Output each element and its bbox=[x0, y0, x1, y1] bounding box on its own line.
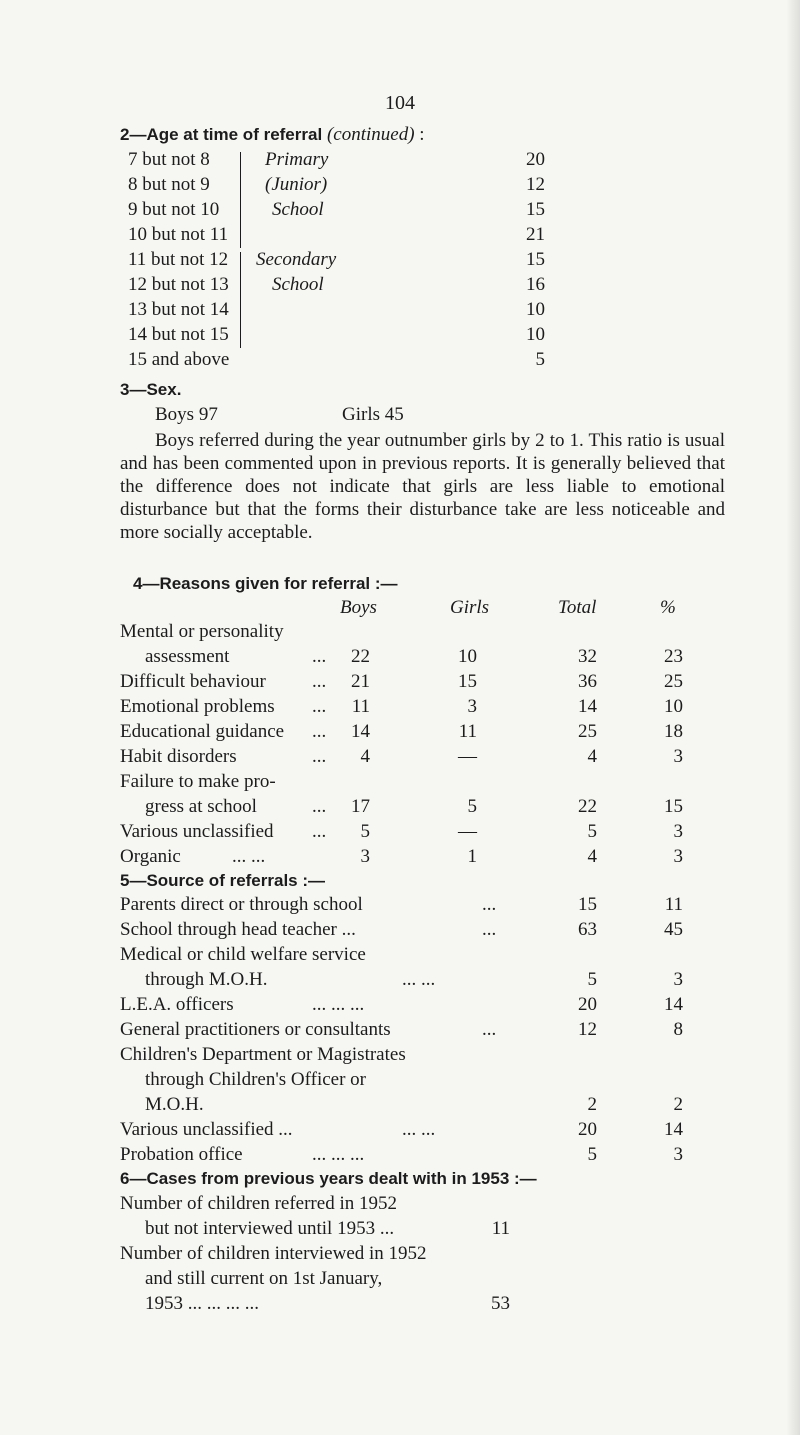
cell-total: 20 bbox=[578, 1119, 597, 1140]
age-row-label: 12 but not 13 bbox=[128, 274, 229, 295]
section2-heading-colon: : bbox=[419, 124, 425, 145]
section6-heading: 6—Cases from previous years dealt with in 1953 :— bbox=[120, 1169, 537, 1188]
boys-count: Boys 97 bbox=[155, 404, 218, 425]
cell-boys: 14 bbox=[351, 721, 370, 742]
cell-girls: 11 bbox=[458, 721, 477, 742]
age-row-label: 14 but not 15 bbox=[128, 324, 229, 345]
age-row-value: 15 bbox=[526, 199, 545, 220]
leader-dots: ... bbox=[312, 721, 327, 742]
cell-total: 32 bbox=[578, 646, 597, 667]
cell-girls: 10 bbox=[458, 646, 477, 667]
cell-total: 20 bbox=[578, 994, 597, 1015]
cell-girls: — bbox=[458, 821, 477, 842]
reason-label: Emotional problems bbox=[120, 696, 275, 717]
age-row-label: 13 but not 14 bbox=[128, 299, 229, 320]
age-row-value: 21 bbox=[526, 224, 545, 245]
leader-dots: ... bbox=[312, 696, 327, 717]
cell-total: 36 bbox=[578, 671, 597, 692]
previous-cases-label-cont: 1953 ... ... ... ... bbox=[145, 1293, 259, 1314]
reason-label: Various unclassified bbox=[120, 821, 274, 842]
age-row-value: 12 bbox=[526, 174, 545, 195]
age-row-label: 8 but not 9 bbox=[128, 174, 210, 195]
section2-heading bbox=[120, 124, 425, 146]
col-header-girls: Girls bbox=[450, 597, 490, 618]
girls-count: Girls 45 bbox=[342, 404, 404, 425]
cell-pct: 25 bbox=[664, 671, 683, 692]
group-secondary-line1: Secondary bbox=[256, 249, 337, 270]
cell-pct: 18 bbox=[664, 721, 683, 742]
previous-cases-label-cont: but not interviewed until 1953 ... bbox=[145, 1218, 395, 1239]
cell-pct: 45 bbox=[664, 919, 683, 940]
cell-pct: 3 bbox=[673, 821, 683, 842]
leader-dots: ... bbox=[312, 821, 327, 842]
page-number: 104 bbox=[385, 92, 415, 114]
leader-dots: ... ... ... bbox=[312, 994, 365, 1015]
leader-dots: ... ... bbox=[402, 969, 436, 990]
source-label: Children's Department or Magistrates bbox=[120, 1044, 406, 1065]
source-label-cont: M.O.H. bbox=[145, 1094, 204, 1115]
primary-brace bbox=[234, 152, 241, 248]
age-row-value: 15 bbox=[526, 249, 545, 270]
cell-girls: 15 bbox=[458, 671, 477, 692]
cell-total: 25 bbox=[578, 721, 597, 742]
reason-label: Failure to make pro- bbox=[120, 771, 276, 792]
cell-boys: 21 bbox=[351, 671, 370, 692]
secondary-brace bbox=[234, 252, 241, 348]
source-label: L.E.A. officers bbox=[120, 994, 234, 1015]
cell-pct: 3 bbox=[673, 1144, 683, 1165]
cell-boys: 4 bbox=[360, 746, 370, 767]
cell-total: 15 bbox=[578, 894, 597, 915]
col-header-pct: % bbox=[660, 597, 676, 618]
section5-heading: 5—Source of referrals :— bbox=[120, 871, 326, 890]
leader-dots: ... bbox=[312, 671, 327, 692]
source-label: General practitioners or consultants bbox=[120, 1019, 391, 1040]
cell-pct: 14 bbox=[664, 994, 683, 1015]
cell-total: 5 bbox=[587, 969, 597, 990]
section2-heading-main: 2—Age at time of referral bbox=[120, 125, 323, 144]
cell-boys: 22 bbox=[351, 646, 370, 667]
leader-dots: ... bbox=[312, 796, 327, 817]
cell-pct: 3 bbox=[673, 969, 683, 990]
age-row-value: 20 bbox=[526, 149, 545, 170]
cell-total: 2 bbox=[587, 1094, 597, 1115]
cell-pct: 8 bbox=[673, 1019, 683, 1040]
source-label: Various unclassified ... bbox=[120, 1119, 293, 1140]
cell-girls: 5 bbox=[467, 796, 477, 817]
cell-total: 12 bbox=[578, 1019, 597, 1040]
cell-pct: 10 bbox=[664, 696, 683, 717]
previous-cases-label: Number of children referred in 1952 bbox=[120, 1193, 397, 1214]
leader-dots: ... bbox=[312, 646, 327, 667]
group-primary-line1: Primary bbox=[265, 149, 329, 170]
leader-dots: ... ... bbox=[402, 1119, 436, 1140]
reason-label: Educational guidance bbox=[120, 721, 285, 742]
age-row-label: 10 but not 11 bbox=[128, 224, 229, 245]
previous-cases-value: 53 bbox=[491, 1293, 510, 1314]
section4-heading: 4—Reasons given for referral :— bbox=[133, 574, 398, 593]
source-label-cont: through Children's Officer or bbox=[145, 1069, 366, 1090]
source-label-cont: through M.O.H. bbox=[145, 969, 268, 990]
cell-pct: 14 bbox=[664, 1119, 683, 1140]
cell-pct: 15 bbox=[664, 796, 683, 817]
age-row-value: 10 bbox=[526, 324, 545, 345]
section3-heading: 3—Sex. bbox=[120, 380, 182, 399]
source-label: Probation office bbox=[120, 1144, 243, 1165]
cell-total: 4 bbox=[587, 846, 597, 867]
cell-girls: 3 bbox=[467, 696, 477, 717]
col-header-boys: Boys bbox=[340, 597, 377, 618]
cell-pct: 2 bbox=[673, 1094, 683, 1115]
cell-boys: 5 bbox=[360, 821, 370, 842]
reason-label: Habit disorders bbox=[120, 746, 237, 767]
previous-cases-label: Number of children interviewed in 1952 bbox=[120, 1243, 427, 1264]
cell-total: 4 bbox=[587, 746, 597, 767]
previous-cases-label-cont: and still current on 1st January, bbox=[145, 1268, 383, 1289]
page-edge-shadow bbox=[786, 0, 800, 1435]
reason-label-cont: gress at school bbox=[145, 796, 257, 817]
col-header-total: Total bbox=[558, 597, 597, 618]
cell-girls: — bbox=[458, 746, 477, 767]
group-primary-line2: (Junior) bbox=[265, 174, 328, 195]
age-row-label: 7 but not 8 bbox=[128, 149, 210, 170]
leader-dots: ... bbox=[482, 1019, 497, 1040]
cell-total: 14 bbox=[578, 696, 597, 717]
source-label: School through head teacher ... bbox=[120, 919, 356, 940]
cell-pct: 3 bbox=[673, 746, 683, 767]
reason-label: Difficult behaviour bbox=[120, 671, 266, 692]
reason-label: Organic bbox=[120, 846, 181, 867]
sex-paragraph: Boys referred during the year outnumber girls by 2 to 1. This ratio is usual and has been commented upon in previous reports. It is generally believed that the difference does not indicate that girls are less liable to emotional disturbance but that the forms their disturbance take are less noticeable and more socially acceptable. bbox=[120, 430, 725, 543]
age-row-label: 9 but not 10 bbox=[128, 199, 220, 220]
reason-label-cont: assessment bbox=[145, 646, 230, 667]
cell-girls: 1 bbox=[467, 846, 477, 867]
source-label: Medical or child welfare service bbox=[120, 944, 366, 965]
cell-boys: 3 bbox=[360, 846, 370, 867]
cell-total: 5 bbox=[587, 821, 597, 842]
age-row-value: 16 bbox=[526, 274, 545, 295]
leader-dots: ... bbox=[482, 919, 497, 940]
cell-total: 22 bbox=[578, 796, 597, 817]
age-row-label: 15 and above bbox=[128, 349, 230, 370]
age-row-label: 11 but not 12 bbox=[128, 249, 229, 270]
reason-label: Mental or personality bbox=[120, 621, 284, 642]
group-secondary-line2: School bbox=[272, 274, 324, 295]
leader-dots: ... bbox=[482, 894, 497, 915]
cell-pct: 11 bbox=[664, 894, 683, 915]
leader-dots: ... bbox=[312, 746, 327, 767]
cell-boys: 17 bbox=[351, 796, 370, 817]
cell-pct: 23 bbox=[664, 646, 683, 667]
group-primary-line3: School bbox=[272, 199, 324, 220]
leader-dots: ... ... ... bbox=[312, 1144, 365, 1165]
source-label: Parents direct or through school bbox=[120, 894, 363, 915]
previous-cases-value: 11 bbox=[491, 1218, 510, 1239]
cell-boys: 11 bbox=[351, 696, 370, 717]
leader-dots: ... ... bbox=[232, 846, 266, 867]
cell-total: 63 bbox=[578, 919, 597, 940]
age-row-value: 10 bbox=[526, 299, 545, 320]
cell-total: 5 bbox=[587, 1144, 597, 1165]
cell-pct: 3 bbox=[673, 846, 683, 867]
age-row-value: 5 bbox=[535, 349, 545, 370]
section2-heading-continued: (continued) bbox=[326, 124, 415, 145]
